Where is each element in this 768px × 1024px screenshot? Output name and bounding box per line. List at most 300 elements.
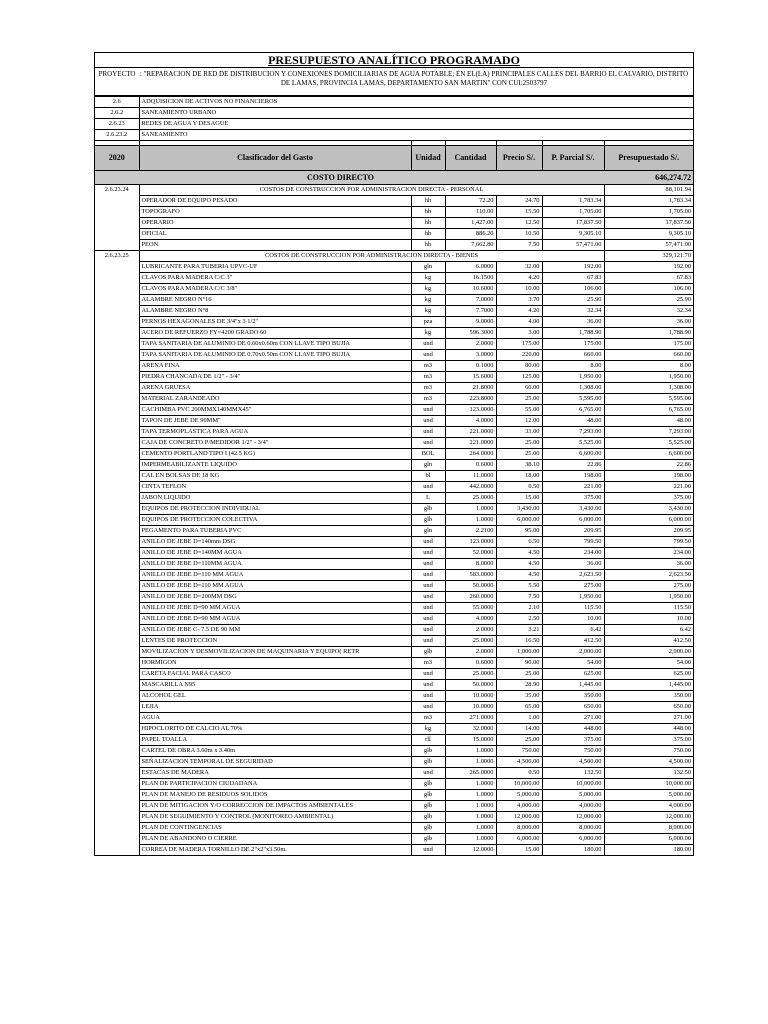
item-price: 15.00 — [496, 493, 542, 504]
item-unit: m3 — [411, 361, 445, 372]
item-quantity: 32.0000 — [445, 724, 496, 735]
item-price: 35.00 — [496, 691, 542, 702]
item-budget: 106.00 — [604, 284, 693, 295]
item-unit: kg — [411, 724, 445, 735]
item-unit: m3 — [411, 713, 445, 724]
item-budget: 7,293.00 — [604, 427, 693, 438]
table-row — [95, 537, 693, 548]
item-partial: 10.00 — [542, 614, 604, 625]
classifier-row — [95, 130, 693, 141]
table-row — [95, 823, 693, 834]
item-partial: 209.95 — [542, 526, 604, 537]
item-description: HIPOCLORITO DE CALCIO AL 70% — [139, 724, 411, 735]
row-code-cell — [95, 372, 139, 383]
item-description: TOPOGRAFO — [139, 207, 411, 218]
item-quantity: 1.0000 — [445, 746, 496, 757]
item-quantity: 1.0000 — [445, 812, 496, 823]
item-quantity: 50.0000 — [445, 680, 496, 691]
row-code-cell — [95, 240, 139, 251]
row-code-cell — [95, 746, 139, 757]
item-budget: 22.86 — [604, 460, 693, 471]
item-quantity: 12.0000 — [445, 845, 496, 856]
item-description: CEMENTO PORTLAND TIPO I (42.5 KG) — [139, 449, 411, 460]
table-row — [95, 471, 693, 482]
item-price: 25.00 — [496, 438, 542, 449]
table-row — [95, 691, 693, 702]
item-quantity: 221.0000 — [445, 438, 496, 449]
item-description: PLAN DE MANEJO DE RESIDUOS SOLIDOS — [139, 790, 411, 801]
item-budget: 750.00 — [604, 746, 693, 757]
table-row — [95, 625, 693, 636]
item-unit: L — [411, 493, 445, 504]
item-price: 32.00 — [496, 262, 542, 273]
item-price: 10.00 — [496, 284, 542, 295]
item-quantity: 1.0000 — [445, 779, 496, 790]
direct-cost-label: COSTO DIRECTO — [139, 171, 542, 185]
row-code-cell — [95, 559, 139, 570]
row-code-cell — [95, 823, 139, 834]
item-quantity: 1.0000 — [445, 823, 496, 834]
item-budget: 4,500.00 — [604, 757, 693, 768]
row-code-cell — [95, 537, 139, 548]
item-price: 55.00 — [496, 405, 542, 416]
row-code-cell — [95, 658, 139, 669]
item-partial: 180.00 — [542, 845, 604, 856]
row-code-cell — [95, 262, 139, 273]
section-title: COSTOS DE CONSTRUCCION POR ADMINISTRACION DIRECTA - PERSONAL — [139, 185, 604, 196]
item-budget: 221.00 — [604, 482, 693, 493]
item-partial: 8.00 — [542, 361, 604, 372]
item-unit: glb — [411, 823, 445, 834]
item-partial: 5,525.00 — [542, 438, 604, 449]
row-code-cell — [95, 724, 139, 735]
item-unit: und — [411, 636, 445, 647]
item-unit: und — [411, 680, 445, 691]
row-code-cell — [95, 229, 139, 240]
classifier-code: 2.6.23.2 — [95, 130, 139, 141]
row-code-cell — [95, 273, 139, 284]
item-partial: 198.00 — [542, 471, 604, 482]
item-unit: glb — [411, 801, 445, 812]
item-budget: 9,305.10 — [604, 229, 693, 240]
item-budget: 17,837.50 — [604, 218, 693, 229]
table-row — [95, 284, 693, 295]
item-quantity: 7.7000 — [445, 306, 496, 317]
item-quantity: 1.0000 — [445, 757, 496, 768]
item-budget: 1,783.34 — [604, 196, 693, 207]
item-description: MASCARILLA N95 — [139, 680, 411, 691]
item-description: PLAN DE MITIGACION Y/O CORRECCION DE IMPACTOS AMBIENTALES — [139, 801, 411, 812]
item-description: EQUIPOS DE PROTECCION COLECTIVA — [139, 515, 411, 526]
item-quantity: 223.8000 — [445, 394, 496, 405]
item-unit: kg — [411, 284, 445, 295]
item-price: 4,000.00 — [496, 801, 542, 812]
item-description: IMPERMEABILIZANTE LIQUIDO — [139, 460, 411, 471]
item-price: 220.00 — [496, 350, 542, 361]
item-quantity: 596.3000 — [445, 328, 496, 339]
table-row — [95, 328, 693, 339]
item-unit: kg — [411, 306, 445, 317]
table-row — [95, 306, 693, 317]
item-budget: 32.34 — [604, 306, 693, 317]
item-description: MATERIAL ZARANDEADO — [139, 394, 411, 405]
item-description: PIEDRA CHANCADA DE 1/2" - 3/4" — [139, 372, 411, 383]
item-quantity: 265.0000 — [445, 768, 496, 779]
row-code-cell — [95, 471, 139, 482]
item-unit: hh — [411, 240, 445, 251]
item-budget: 12,000.00 — [604, 812, 693, 823]
item-budget: 6,000.00 — [604, 834, 693, 845]
item-price: 4.20 — [496, 306, 542, 317]
row-code-cell — [95, 317, 139, 328]
item-price: 4,500.00 — [496, 757, 542, 768]
row-code-cell — [95, 636, 139, 647]
item-unit: und — [411, 581, 445, 592]
table-row — [95, 790, 693, 801]
item-partial: 36.00 — [542, 559, 604, 570]
item-partial: 3,430.00 — [542, 504, 604, 515]
table-row — [95, 262, 693, 273]
item-partial: 4,500.00 — [542, 757, 604, 768]
item-budget: 660.00 — [604, 350, 693, 361]
item-unit: und — [411, 625, 445, 636]
item-budget: 1,445.00 — [604, 680, 693, 691]
item-description: CARTEL DE OBRA 3.60m x 3.40m — [139, 746, 411, 757]
item-partial: 375.00 — [542, 735, 604, 746]
item-partial: 1,950.00 — [542, 372, 604, 383]
item-quantity: 0.1000 — [445, 361, 496, 372]
table-row — [95, 812, 693, 823]
item-description: PERNOS HEXAGONALES DE 3/4"x 3 1/2" — [139, 317, 411, 328]
item-partial: 660.00 — [542, 350, 604, 361]
row-code-cell — [95, 218, 139, 229]
classifier-code: 2.6.2 — [95, 108, 139, 119]
direct-cost-total: 646,274.72 — [604, 171, 693, 185]
row-code-cell — [95, 713, 139, 724]
item-partial: 192.00 — [542, 262, 604, 273]
item-budget: 115.50 — [604, 603, 693, 614]
row-code-cell — [95, 449, 139, 460]
item-description: ANILLO DE JEBE D=200MM DSG — [139, 592, 411, 603]
item-budget: 57,471.00 — [604, 240, 693, 251]
item-budget: 1,950.00 — [604, 592, 693, 603]
item-partial: 36.00 — [542, 317, 604, 328]
section-row — [95, 185, 693, 196]
item-quantity: 0.6000 — [445, 460, 496, 471]
item-price: 80.00 — [496, 361, 542, 372]
item-partial: 6,000.00 — [542, 515, 604, 526]
item-price: 25.00 — [496, 735, 542, 746]
table-row — [95, 405, 693, 416]
item-quantity: 1.0000 — [445, 790, 496, 801]
item-price: 33.00 — [496, 427, 542, 438]
table-row — [95, 372, 693, 383]
header-partial: P. Parcial S/. — [542, 146, 604, 171]
item-partial: 350.00 — [542, 691, 604, 702]
item-budget: 5,595.00 — [604, 394, 693, 405]
item-unit: und — [411, 537, 445, 548]
classifier-row — [95, 108, 693, 119]
row-code-cell — [95, 295, 139, 306]
item-quantity: 10.0000 — [445, 702, 496, 713]
item-unit: und — [411, 482, 445, 493]
item-partial: 448.00 — [542, 724, 604, 735]
item-description: ANILLO DE JEBE D=90 MM AGUA — [139, 603, 411, 614]
item-price: 16.50 — [496, 636, 542, 647]
item-price: 6,000.00 — [496, 834, 542, 845]
item-description: MOVILIZACION Y DESMOVILIZACION DE MAQUINARIA Y EQUIPO( RETR — [139, 647, 411, 658]
item-price: 12.50 — [496, 218, 542, 229]
header-unit: Unidad — [411, 146, 445, 171]
row-code-cell — [95, 438, 139, 449]
item-partial: 57,471.00 — [542, 240, 604, 251]
row-code-cell — [95, 845, 139, 856]
item-price: 1.00 — [496, 713, 542, 724]
table-row — [95, 713, 693, 724]
row-code-cell — [95, 592, 139, 603]
item-quantity: 6.0000 — [445, 262, 496, 273]
item-budget: 1,308.00 — [604, 383, 693, 394]
item-budget: 180.00 — [604, 845, 693, 856]
table-row — [95, 295, 693, 306]
item-description: ARENA FINA — [139, 361, 411, 372]
item-partial: 650.00 — [542, 702, 604, 713]
item-quantity: 1.0000 — [445, 834, 496, 845]
item-unit: und — [411, 702, 445, 713]
item-unit: und — [411, 768, 445, 779]
row-code-cell — [95, 680, 139, 691]
item-unit: glb — [411, 812, 445, 823]
table-row — [95, 735, 693, 746]
table-row — [95, 361, 693, 372]
item-budget: 54.00 — [604, 658, 693, 669]
item-unit: und — [411, 427, 445, 438]
table-row — [95, 460, 693, 471]
item-description: LENTES DE PROTECCION — [139, 636, 411, 647]
item-partial: 1,950.00 — [542, 592, 604, 603]
item-description: PLAN DE ABANDONO O CIERRE — [139, 834, 411, 845]
table-row — [95, 317, 693, 328]
item-quantity: 0.6000 — [445, 658, 496, 669]
item-budget: 275.00 — [604, 581, 693, 592]
item-budget: 375.00 — [604, 493, 693, 504]
item-price: 3.70 — [496, 295, 542, 306]
item-quantity: 123.0000 — [445, 405, 496, 416]
classifier-name: REDES DE AGUA Y DESAGUE — [139, 119, 693, 130]
item-unit: m3 — [411, 372, 445, 383]
table-row — [95, 658, 693, 669]
item-unit: gln — [411, 460, 445, 471]
item-partial: 799.50 — [542, 537, 604, 548]
table-row — [95, 427, 693, 438]
item-unit: glb — [411, 779, 445, 790]
item-unit: und — [411, 405, 445, 416]
item-quantity: 9.0000 — [445, 317, 496, 328]
item-budget: 1,705.00 — [604, 207, 693, 218]
item-partial: 375.00 — [542, 493, 604, 504]
row-code-cell — [95, 383, 139, 394]
header-budget: Presupuestado S/. — [604, 146, 693, 171]
table-row — [95, 207, 693, 218]
section-code: 2.6.23.25 — [95, 251, 139, 262]
row-code-cell — [95, 669, 139, 680]
item-description: CARETA FACIAL PARA CASCO — [139, 669, 411, 680]
item-budget: 36.00 — [604, 317, 693, 328]
item-description: CLAVOS PARA MADERA C/C 3/8" — [139, 284, 411, 295]
item-description: ANILLO DE JEBE D=110 MM AGUA — [139, 581, 411, 592]
item-description: ESTACAS DE MADERA — [139, 768, 411, 779]
item-budget: 2,000.00 — [604, 647, 693, 658]
item-budget: 10,000.00 — [604, 779, 693, 790]
item-quantity: 15.0000 — [445, 735, 496, 746]
item-price: 6.50 — [496, 537, 542, 548]
classifier-code: 2.6.23 — [95, 119, 139, 130]
item-budget: 650.00 — [604, 702, 693, 713]
item-quantity: 123.0000 — [445, 537, 496, 548]
classifier-name: SANEAMIENTO URBANO — [139, 108, 693, 119]
table-row — [95, 449, 693, 460]
item-budget: 48.00 — [604, 416, 693, 427]
row-code-cell — [95, 306, 139, 317]
item-unit: und — [411, 691, 445, 702]
table-row — [95, 680, 693, 691]
table-row — [95, 416, 693, 427]
item-quantity: 25.0000 — [445, 493, 496, 504]
item-partial: 1,783.34 — [542, 196, 604, 207]
item-partial: 1,445.00 — [542, 680, 604, 691]
item-partial: 6,600.00 — [542, 449, 604, 460]
item-partial: 625.00 — [542, 669, 604, 680]
item-description: ACERO DE REFUERZO FY=4200 GRADO 60 — [139, 328, 411, 339]
item-quantity: 25.0000 — [445, 669, 496, 680]
row-code-cell — [95, 196, 139, 207]
item-partial: 67.83 — [542, 273, 604, 284]
project-description: : "REPARACION DE RED DE DISTRIBUCION Y CONEXIONES DOMICILIARIAS DE AGUA POTABLE; EN EL(LA) PRINCIPALES CALLES DEL BARRIO EL CALVARIO, DISTRITO DE LAMAS, PROVINCIA LAMAS, DEPARTAMENTO SAN MARTIN" CON CUI:2503797 — [139, 70, 689, 87]
item-quantity: 55.0000 — [445, 603, 496, 614]
item-description: OPERARIO — [139, 218, 411, 229]
item-unit: kg — [411, 273, 445, 284]
row-code-cell — [95, 482, 139, 493]
row-code-cell — [95, 416, 139, 427]
item-unit: BOL — [411, 449, 445, 460]
item-unit: glb — [411, 834, 445, 845]
item-partial: 2,000.00 — [542, 647, 604, 658]
classifier-row — [95, 119, 693, 130]
item-quantity: 264.0000 — [445, 449, 496, 460]
row-code-cell — [95, 328, 139, 339]
item-price: 10.50 — [496, 229, 542, 240]
classifier-name: ADQUISICION DE ACTIVOS NO FINANCIEROS — [139, 97, 693, 108]
item-price: 8,000.00 — [496, 823, 542, 834]
item-quantity: 1.0000 — [445, 801, 496, 812]
table-row — [95, 614, 693, 625]
table-row — [95, 526, 693, 537]
item-partial: 2,623.50 — [542, 570, 604, 581]
item-unit: hh — [411, 207, 445, 218]
item-description: TAPA TERMOPLASTICA PARA AGUA — [139, 427, 411, 438]
item-unit: und — [411, 350, 445, 361]
item-budget: 25.90 — [604, 295, 693, 306]
item-description: LUBRICANTE PARA TUBERIA UPVC-UF — [139, 262, 411, 273]
item-budget: 10.00 — [604, 614, 693, 625]
item-unit: m3 — [411, 383, 445, 394]
item-quantity: 7,662.80 — [445, 240, 496, 251]
item-unit: und — [411, 669, 445, 680]
item-partial: 32.34 — [542, 306, 604, 317]
item-price: 10,000.00 — [496, 779, 542, 790]
item-price: 750.00 — [496, 746, 542, 757]
item-description: ANILLO DE JEBE D=110MM AGUA — [139, 559, 411, 570]
item-description: CAL EN BOLSAS DE 18 KG — [139, 471, 411, 482]
item-quantity: 10.6000 — [445, 284, 496, 295]
item-budget: 198.00 — [604, 471, 693, 482]
item-unit: kg — [411, 328, 445, 339]
row-code-cell — [95, 812, 139, 823]
table-row — [95, 548, 693, 559]
table-row — [95, 779, 693, 790]
table-row — [95, 394, 693, 405]
item-quantity: 2.0000 — [445, 647, 496, 658]
item-description: OPERADOR DE EQUIPO PESADO — [139, 196, 411, 207]
classifier-code: 2.6 — [95, 97, 139, 108]
item-price: 3.21 — [496, 625, 542, 636]
item-price: 65.00 — [496, 702, 542, 713]
row-code-cell — [95, 207, 139, 218]
item-partial: 750.00 — [542, 746, 604, 757]
item-budget: 1,788.90 — [604, 328, 693, 339]
item-description: SEÑALIZACION TEMPORAL DE SEGURIDAD — [139, 757, 411, 768]
item-description: PEON — [139, 240, 411, 251]
item-price: 4.50 — [496, 548, 542, 559]
item-price: 12,000.00 — [496, 812, 542, 823]
item-unit: und — [411, 548, 445, 559]
direct-cost-row — [95, 171, 693, 185]
item-description: ALCOHOL GEL — [139, 691, 411, 702]
item-description: ANILLO DE JEBE C- 7.5 DE 90 MM — [139, 625, 411, 636]
header-qty: Cantidad — [445, 146, 496, 171]
item-unit: kg — [411, 295, 445, 306]
item-budget: 271.00 — [604, 713, 693, 724]
item-budget: 625.00 — [604, 669, 693, 680]
item-quantity: 2.0000 — [445, 339, 496, 350]
item-quantity: 110.00 — [445, 207, 496, 218]
item-description: LEJIA — [139, 702, 411, 713]
item-budget: 412.50 — [604, 636, 693, 647]
item-budget: 132.50 — [604, 768, 693, 779]
table-row — [95, 768, 693, 779]
item-quantity: 4.0000 — [445, 614, 496, 625]
row-code-cell — [95, 834, 139, 845]
item-price: 14.00 — [496, 724, 542, 735]
table-row — [95, 229, 693, 240]
table-row — [95, 515, 693, 526]
item-quantity: 3.0000 — [445, 350, 496, 361]
item-partial: 8,000.00 — [542, 823, 604, 834]
item-description: CAJA DE CONCRETO P/MEDIDOR 1/2" - 3/4" — [139, 438, 411, 449]
item-description: CACHIMBA PVC 200MMX140MMX45" — [139, 405, 411, 416]
table-row — [95, 603, 693, 614]
item-budget: 209.95 — [604, 526, 693, 537]
item-quantity: 21.8000 — [445, 383, 496, 394]
table-row — [95, 273, 693, 284]
row-code-cell — [95, 394, 139, 405]
table-row — [95, 757, 693, 768]
item-unit: gln — [411, 526, 445, 537]
item-partial: 1,308.00 — [542, 383, 604, 394]
row-code-cell — [95, 427, 139, 438]
table-row — [95, 581, 693, 592]
item-unit: glb — [411, 504, 445, 515]
